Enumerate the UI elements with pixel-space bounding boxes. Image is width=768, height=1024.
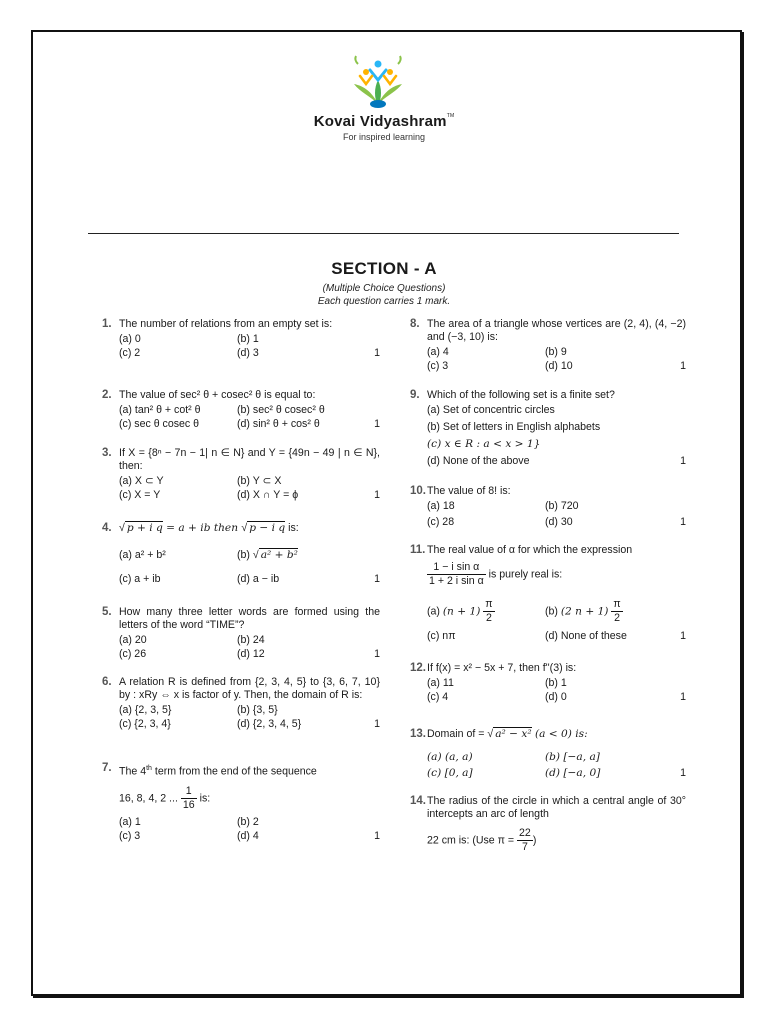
root-expression: p + i q [126,522,163,534]
kovai-vidyashram-logo [348,54,408,112]
option-d[interactable]: (d) 10 [545,360,573,372]
question-7 [102,762,380,844]
mark-value: 1 [680,360,686,372]
option-a[interactable]: (a) a² + b² [119,549,166,561]
option-d[interactable]: (d) None of the above [427,455,530,467]
options [119,634,380,662]
question-13 [410,728,686,781]
option-a[interactable]: (a) (a, a) [427,751,473,763]
question-text: A relation R is defined from {2, 3, 4, 5} to {3, 6, 7, 10} by : xRy ⇔ x is factor of y. Then, the domain of R is: [119,676,380,701]
question-3 [102,447,380,503]
option-c[interactable]: (c) 28 [427,516,455,528]
option-c[interactable]: (c) x ∈ R : a < x > 1} [427,438,541,450]
options [119,333,380,361]
option-c[interactable]: (c) 4 [427,691,449,703]
question-6 [102,676,380,732]
question-14 [410,795,686,854]
option-d[interactable]: (d) sin² θ + cos² θ [237,418,320,430]
option-b[interactable]: (b) {3, 5} [237,704,278,716]
mark-value: 1 [680,516,686,528]
brand-name: Kovai Vidyashram™ [313,113,455,130]
option-b[interactable]: (b) 2 [237,815,259,828]
option-a[interactable]: (a) 0 [119,333,141,345]
option-d[interactable]: (d) a − ib [237,573,280,585]
option-a[interactable]: (a) 11 [427,677,454,689]
question-number: 14. [410,795,426,807]
section-subtitle: (Multiple Choice Questions) [322,283,446,294]
option-a[interactable]: (a) (n + 1) $\frac{\pi}{2}$ [427,598,493,624]
option-c[interactable]: (c) {2, 3, 4} [119,718,171,730]
fraction: $\frac{\text{1 − i sin α}}{\text{1 + 2 i sin α}}$ [429,561,484,587]
root-expression: a² − x² [495,728,532,740]
question-number: 2. [102,389,112,401]
mark-value: 1 [374,347,380,359]
option-d[interactable]: (d) 12 [237,648,265,660]
question-text: The number of relations from an empty set is: [119,318,333,330]
option-a[interactable]: (a) X ⊂ Y [119,475,164,487]
options [119,549,380,587]
mark-value: 1 [374,418,380,430]
question-text: Domain of = √ a² − x² (a < 0) is: [427,728,588,740]
question-number: 1. [102,318,112,330]
question-number: 5. [102,606,112,618]
option-c[interactable]: (c) a + ib [119,573,161,585]
question-number: 13. [410,728,426,740]
question-text: The 4th term from the end of the sequence [119,765,317,778]
mark-value: 1 [680,691,686,703]
option-d[interactable]: (d) 30 [545,516,573,528]
option-c[interactable]: (c) X = Y [119,489,161,501]
option-a[interactable]: (a) 18 [427,500,455,512]
question-text: The value of sec² θ + cosec² θ is equal to: [119,389,316,401]
section-title: SECTION - A [331,259,437,278]
option-c[interactable]: (c) nπ [427,630,456,642]
question-number: 7. [102,762,112,774]
question-number: 9. [410,389,420,401]
option-b[interactable]: (b) √ a² + b² [237,549,298,561]
question-4 [102,522,380,587]
question-text: √ p + i q = a + ib then √ p − i q is: [119,522,299,534]
question-number: 12. [410,662,426,674]
options [427,346,686,374]
question-text: The real value of α for which the expression [427,544,633,556]
fraction: $\frac{1}{16}$ [182,784,195,811]
options [427,751,686,781]
options [119,816,380,844]
options [119,704,380,732]
options [427,677,686,705]
question-text: If X = {8ⁿ − 7n − 1| n ∈ N} and Y = {49n − 49 | n ∈ N}, then: [119,447,380,472]
option-c[interactable]: (c) 3 [119,829,141,842]
option-b[interactable]: (b) sec² θ cosec² θ [237,404,325,416]
question-text: The value of 8! is: [427,485,511,497]
option-d[interactable]: (d) 4 [237,829,259,842]
question-12 [410,662,686,705]
option-d[interactable]: (d) {2, 3, 4, 5} [237,718,302,730]
option-d[interactable]: (d) 3 [237,347,259,359]
option-d[interactable]: (d) [−a, 0] [545,767,601,779]
question-10 [410,485,686,530]
mark-value: 1 [680,630,686,642]
option-b[interactable]: (b) 24 [237,634,265,646]
marks-note: Each question carries 1 mark. [317,296,451,307]
question-number: 6. [102,676,112,688]
mark-value: 1 [374,489,380,501]
question-9 [410,389,686,469]
options [427,404,686,469]
option-d[interactable]: (d) X ∩ Y = ϕ [237,489,299,501]
question-text: The radius of the circle in which a central angle of 30° intercepts an arc of length [427,795,686,820]
option-b[interactable]: (b) Set of letters in English alphabets [427,421,601,433]
sequence-line: 16, 8, 4, 2 ... $\frac{1}{16}$ is: [119,784,211,811]
option-b[interactable]: (b) [−a, a] [545,751,600,763]
mark-value: 1 [374,648,380,660]
option-d[interactable]: (d) None of these [545,630,627,642]
option-b[interactable]: (b) Y ⊂ X [237,475,282,487]
tagline: For inspired learning [342,132,426,142]
question-number: 4. [102,522,112,534]
options [427,500,686,530]
options [119,475,380,503]
option-a[interactable]: (a) {2, 3, 5} [119,704,172,716]
root-expression: p − i q [249,522,286,534]
option-b[interactable]: (b) (2 n + 1) $\frac{\pi}{2}$ [545,598,621,624]
question-text: Which of the following set is a finite set? [427,389,615,401]
question-number: 8. [410,318,420,330]
question-1 [102,318,380,361]
mark-value: 1 [374,829,380,842]
question-11 [410,544,686,644]
mark-value: 1 [680,455,686,467]
option-c[interactable]: (c) [0, a] [427,767,473,779]
options [119,404,380,432]
option-a[interactable]: (a) 1 [119,815,141,828]
question-text: If f(x) = x² − 5x + 7, then f''(3) is: [427,662,577,674]
options [427,598,686,644]
expression-line: $\frac{\text{1 − i sin α}}{\text{1 + 2 i sin α}}$ is purely real is: [429,561,563,587]
option-c[interactable]: (c) 2 [119,347,141,359]
option-a[interactable]: (a) 20 [119,634,147,646]
fraction: $\frac{22}{7}$ [519,827,531,853]
option-b[interactable]: (b) 1 [237,333,259,345]
question-number: 10. [410,485,426,497]
option-a[interactable]: (a) Set of concentric circles [427,404,555,416]
option-c[interactable]: (c) sec θ cosec θ [119,418,200,430]
option-b[interactable]: (b) 9 [545,346,567,358]
question-2 [102,389,380,432]
option-c[interactable]: (c) 26 [119,648,147,660]
option-b[interactable]: (b) 1 [545,677,567,689]
question-number: 11. [410,544,426,556]
option-a[interactable]: (a) 4 [427,346,449,358]
option-d[interactable]: (d) 0 [545,691,567,703]
question-number: 3. [102,447,112,459]
question-text: The area of a triangle whose vertices are (2, 4), (4, −2) and (−3, 10) is: [427,318,686,343]
option-a[interactable]: (a) tan² θ + cot² θ [119,404,201,416]
option-c[interactable]: (c) 3 [427,360,449,372]
mark-value: 1 [374,718,380,730]
option-b[interactable]: (b) 720 [545,500,579,512]
question-8 [410,318,686,374]
header-divider [88,233,679,234]
question-text: How many three letter words are formed using the letters of the word “TIME”? [119,606,380,631]
question-5 [102,606,380,662]
mark-value: 1 [374,573,380,585]
mark-value: 1 [680,767,686,779]
arc-length-line: 22 cm is: (Use π = $\frac{22}{7}$ ) [427,827,537,853]
